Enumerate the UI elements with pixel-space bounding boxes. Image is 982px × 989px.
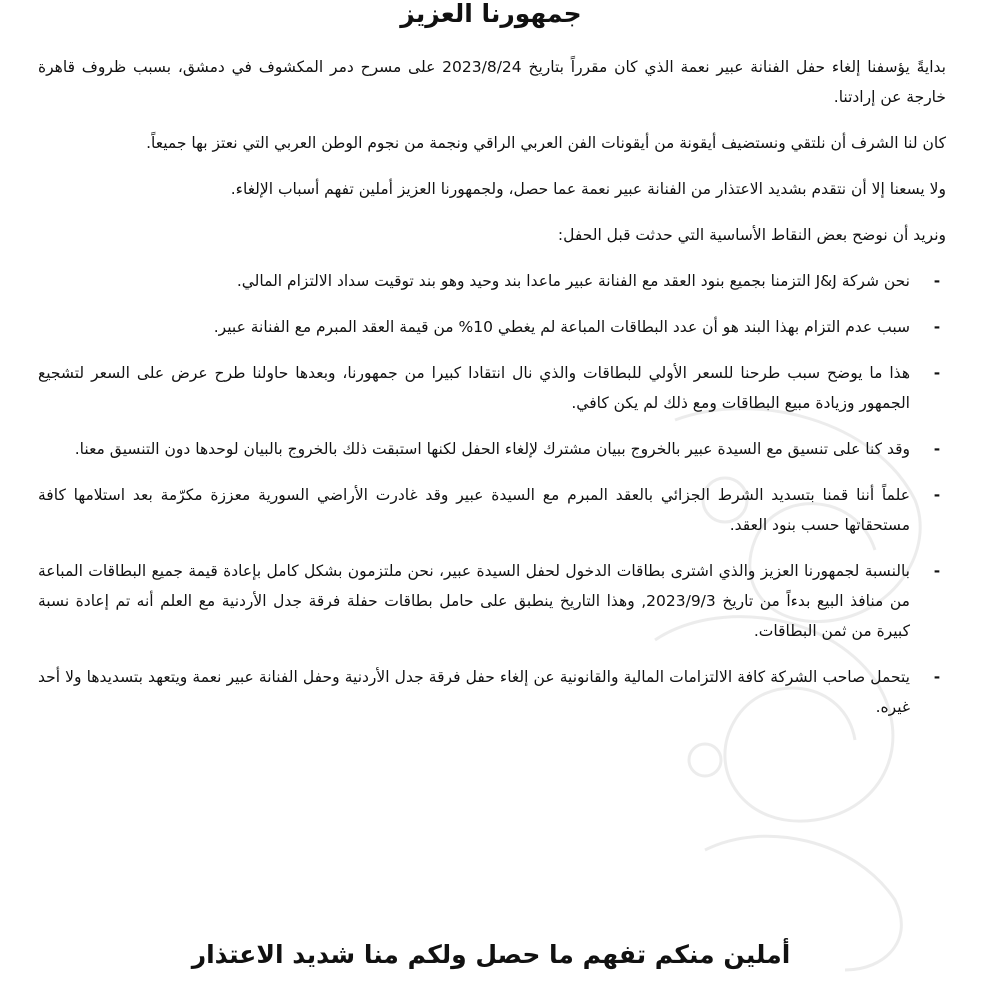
list-item — [38, 358, 946, 418]
list-item-text: سبب عدم التزام بهذا البند هو أن عدد البطاقات المباعة لم يغطي 10% من قيمة العقد المبرم مع الفنانة عبير. — [213, 318, 910, 336]
bullet-marker: - — [933, 440, 941, 458]
bullet-marker: - — [933, 318, 941, 336]
intro-paragraph: بدايةً يؤسفنا إلغاء حفل الفنانة عبير نعمة الذي كان مقرراً بتاريخ 2023/8/24 على مسرح دمر المكشوف في دمشق، بسبب ظروف قاهرة خارجة عن إرادتنا. — [38, 58, 946, 106]
bullet-marker: - — [933, 272, 941, 290]
apology-paragraph: ولا يسعنا إلا أن نتقدم بشديد الاعتذار من الفنانة عبير نعمة عما حصل، ولجمهورنا العزيز أملين تفهم أسباب الإلغاء. — [230, 180, 946, 198]
list-item — [38, 434, 946, 464]
page-title: جمهورنا العزيز — [400, 0, 582, 28]
list-item-text: هذا ما يوضح سبب طرحنا للسعر الأولي للبطاقات والذي نال انتقادا كبيرا من جمهورنا، وبعدها حاولنا طرح عرض على السعر لتشجيع الجمهور وزيادة مبيع البطاقات ومع ذلك لم يكن كافي. — [38, 364, 910, 412]
list-item-text: علماً أننا قمنا بتسديد الشرط الجزائي بالعقد المبرم مع السيدة عبير وقد غادرت الأراضي السورية معززة مكرّمة بعد استلامها كافة مستحقاتها حسب بنود العقد. — [38, 486, 910, 534]
list-item — [38, 312, 946, 342]
closing-line: أملين منكم تفهم ما حصل ولكم منا شديد الاعتذار — [191, 940, 791, 969]
points-list — [38, 266, 946, 722]
bullet-marker: - — [933, 486, 941, 504]
bullet-marker: - — [933, 562, 941, 580]
list-item-text: يتحمل صاحب الشركة كافة الالتزامات المالية والقانونية عن إلغاء حفل فرقة جدل الأردنية وحفل الفنانة عبير نعمة ويتعهد بتسديدها ولا أحد غيره. — [38, 668, 910, 716]
list-item — [38, 662, 946, 722]
bullet-marker: - — [933, 364, 941, 382]
list-item-text: وقد كنا على تنسيق مع السيدة عبير بالخروج ببيان مشترك لإلغاء الحفل لكنها استبقت ذلك بالخروج بالبيان لوحدها دون التنسيق معنا. — [74, 440, 910, 458]
list-item — [38, 556, 946, 646]
list-item-text: نحن شركة J&J التزمنا بجميع بنود العقد مع الفنانة عبير ماعدا بند وحيد وهو بند توقيت سداد الالتزام المالي. — [236, 272, 910, 290]
bullet-marker: - — [933, 668, 941, 686]
points-intro-paragraph: ونريد أن نوضح بعض النقاط الأساسية التي حدثت قبل الحفل: — [557, 226, 946, 244]
honor-paragraph: كان لنا الشرف أن نلتقي ونستضيف أيقونة من أيقونات الفن العربي الراقي ونجمة من نجوم الوطن العربي التي نعتز بها جميعاً. — [146, 134, 946, 152]
list-item-text: بالنسبة لجمهورنا العزيز والذي اشترى بطاقات الدخول لحفل السيدة عبير، نحن ملتزمون بشكل كامل بإعادة قيمة جميع البطاقات المباعة من منافذ البيع بدءاً من تاريخ 2023/9/3, وهذا التاريخ ينطبق على حامل بطاقات حفلة فرقة جدل الأردنية مع العلم أنه تم إعادة نسبة كبيرة من ثمن البطاقات. — [38, 562, 910, 640]
list-item — [38, 480, 946, 540]
list-item — [38, 266, 946, 296]
statement-body — [38, 52, 946, 738]
